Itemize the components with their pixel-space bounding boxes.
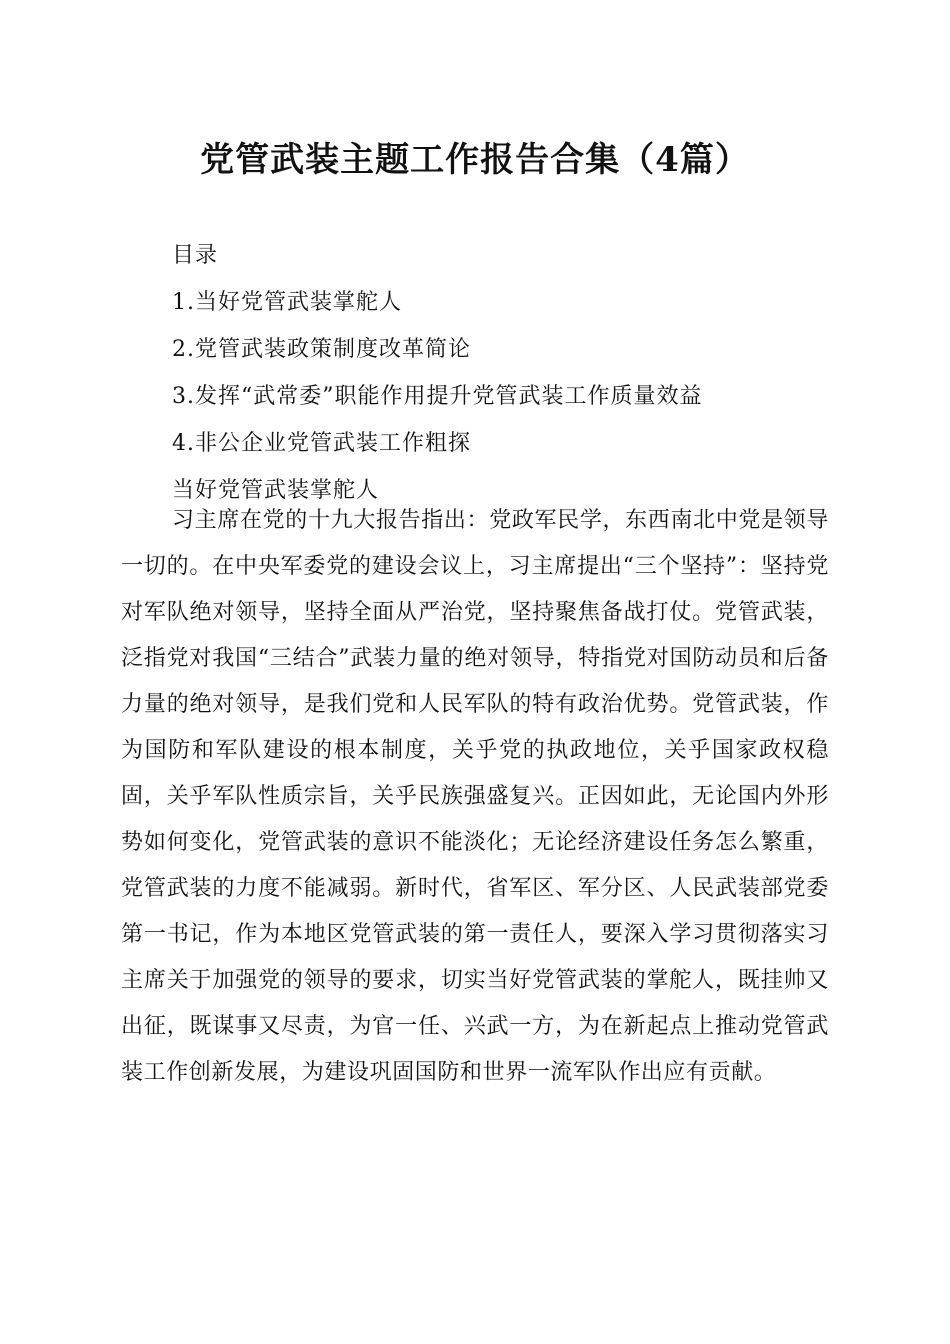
toc-item: 4.非公企业党管武装工作粗探 — [172, 431, 471, 456]
document-title: 党管武装主题工作报告合集（4篇） — [200, 140, 750, 180]
toc-item: 3.发挥“武常委”职能作用提升党管武装工作质量效益 — [172, 384, 703, 409]
toc-item: 2.党管武装政策制度改革简论 — [172, 337, 471, 362]
toc-heading: 目录 — [172, 243, 219, 268]
section-heading: 当好党管武装掌舵人 — [172, 478, 380, 503]
body-paragraph: 习主席在党的十九大报告指出：党政军民学，东西南北中党是领导一切的。在中央军委党的建设会议上，习主席提出“三个坚持”：坚持党对军队绝对领导，坚持全面从严治党，坚持聚焦备战打仗。党管武装，泛指党对我国“三结合”武装力量的绝对领导，特指党对国防动员和后备力量的绝对领导，是我们党和人民军队的特有政治优势。党管武装，作为国防和军队建设的根本制度，关乎党的执政地位，关乎国家政权稳固，关乎军队性质宗旨，关乎民族强盛复兴。正因如此，无论国内外形势如何变化，党管武装的意识不能淡化；无论经济建设任务怎么繁重，党管武装的力度不能减弱。新时代，省军区、军分区、人民武装部党委第一书记，作为本地区党管武装的第一责任人，要深入学习贯彻落实习主席关于加强党的领导的要求，切实当好党管武装的掌舵人，既挂帅又出征，既谋事又尽责，为官一任、兴武一方，为在新起点上推动党管武装工作创新发展，为建设巩固国防和世界一流军队作出应有贡献。 — [121, 508, 829, 1085]
table-of-contents — [172, 232, 872, 514]
toc-item: 1.当好党管武装掌舵人 — [172, 290, 402, 315]
